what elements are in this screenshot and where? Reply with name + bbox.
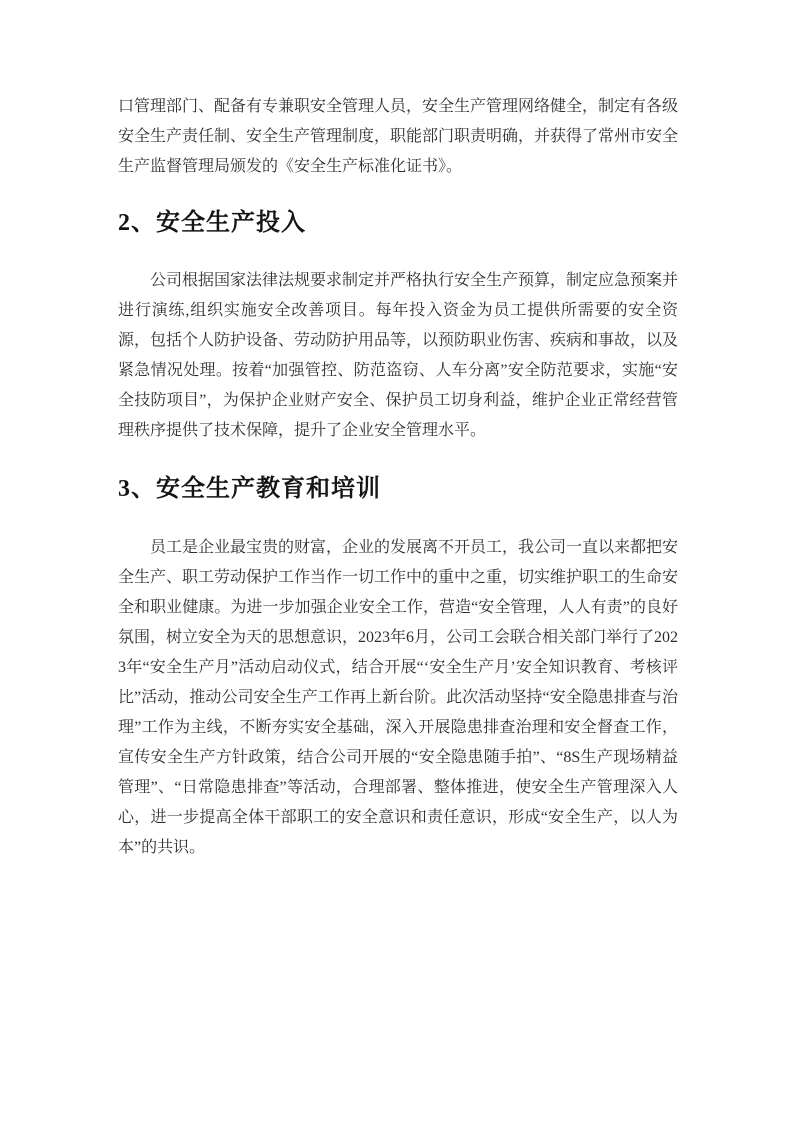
paragraph-continued-from-previous-page: 口管理部门、配备有专兼职安全管理人员，安全生产管理网络健全，制定有各级安全生产责任制、安全生产管理制度，职能部门职责明确，并获得了常州市安全生产监督管理局颁发的《安全生产标准化证书》。 xyxy=(118,98,679,175)
section-heading-safety-investment: 2、安全生产投入 xyxy=(118,210,306,236)
paragraph-safety-education-training: 员工是企业最宝贵的财富，企业的发展离不开员工，我公司一直以来都把安全生产、职工劳动保护工作当作一切工作中的重中之重，切实维护职工的生命安全和职业健康。为进一步加强企业安全工作，营造“安全管理，人人有责”的良好氛围，树立安全为天的思想意识，2023年6月，公司工会联合相关部门举行了2023年“安全生产月”活动启动仪式，结合开展“‘安全生产月’安全知识教育、考核评比”活动，推动公司安全生产工作再上新台阶。此次活动坚持“安全隐患排查与治理”工作为主线，不断夯实安全基础，深入开展隐患排查治理和安全督查工作，宣传安全生产方针政策，结合公司开展的“安全隐患随手拍”、“8S生产现场精益管理”、“日常隐患排查”等活动，合理部署、整体推进，使安全生产管理深入人心，进一步提高全体干部职工的安全意识和责任意识，形成“安全生产，以人为本”的共识。 xyxy=(118,539,679,856)
paragraph-safety-investment: 公司根据国家法律法规要求制定并严格执行安全生产预算，制定应急预案并进行演练,组织实施安全改善项目。每年投入资金为员工提供所需要的安全资源，包括个人防护设备、劳动防护用品等，以预防职业伤害、疾病和事故，以及紧急情况处理。按着“加强管控、防范盗窃、人车分离”安全防范要求，实施“安全技防项目”，为保护企业财产安全、保护员工切身利益，维护企业正常经营管理秩序提供了技术保障，提升了企业安全管理水平。 xyxy=(118,272,679,439)
section-heading-safety-education-training: 3、安全生产教育和培训 xyxy=(118,476,381,502)
